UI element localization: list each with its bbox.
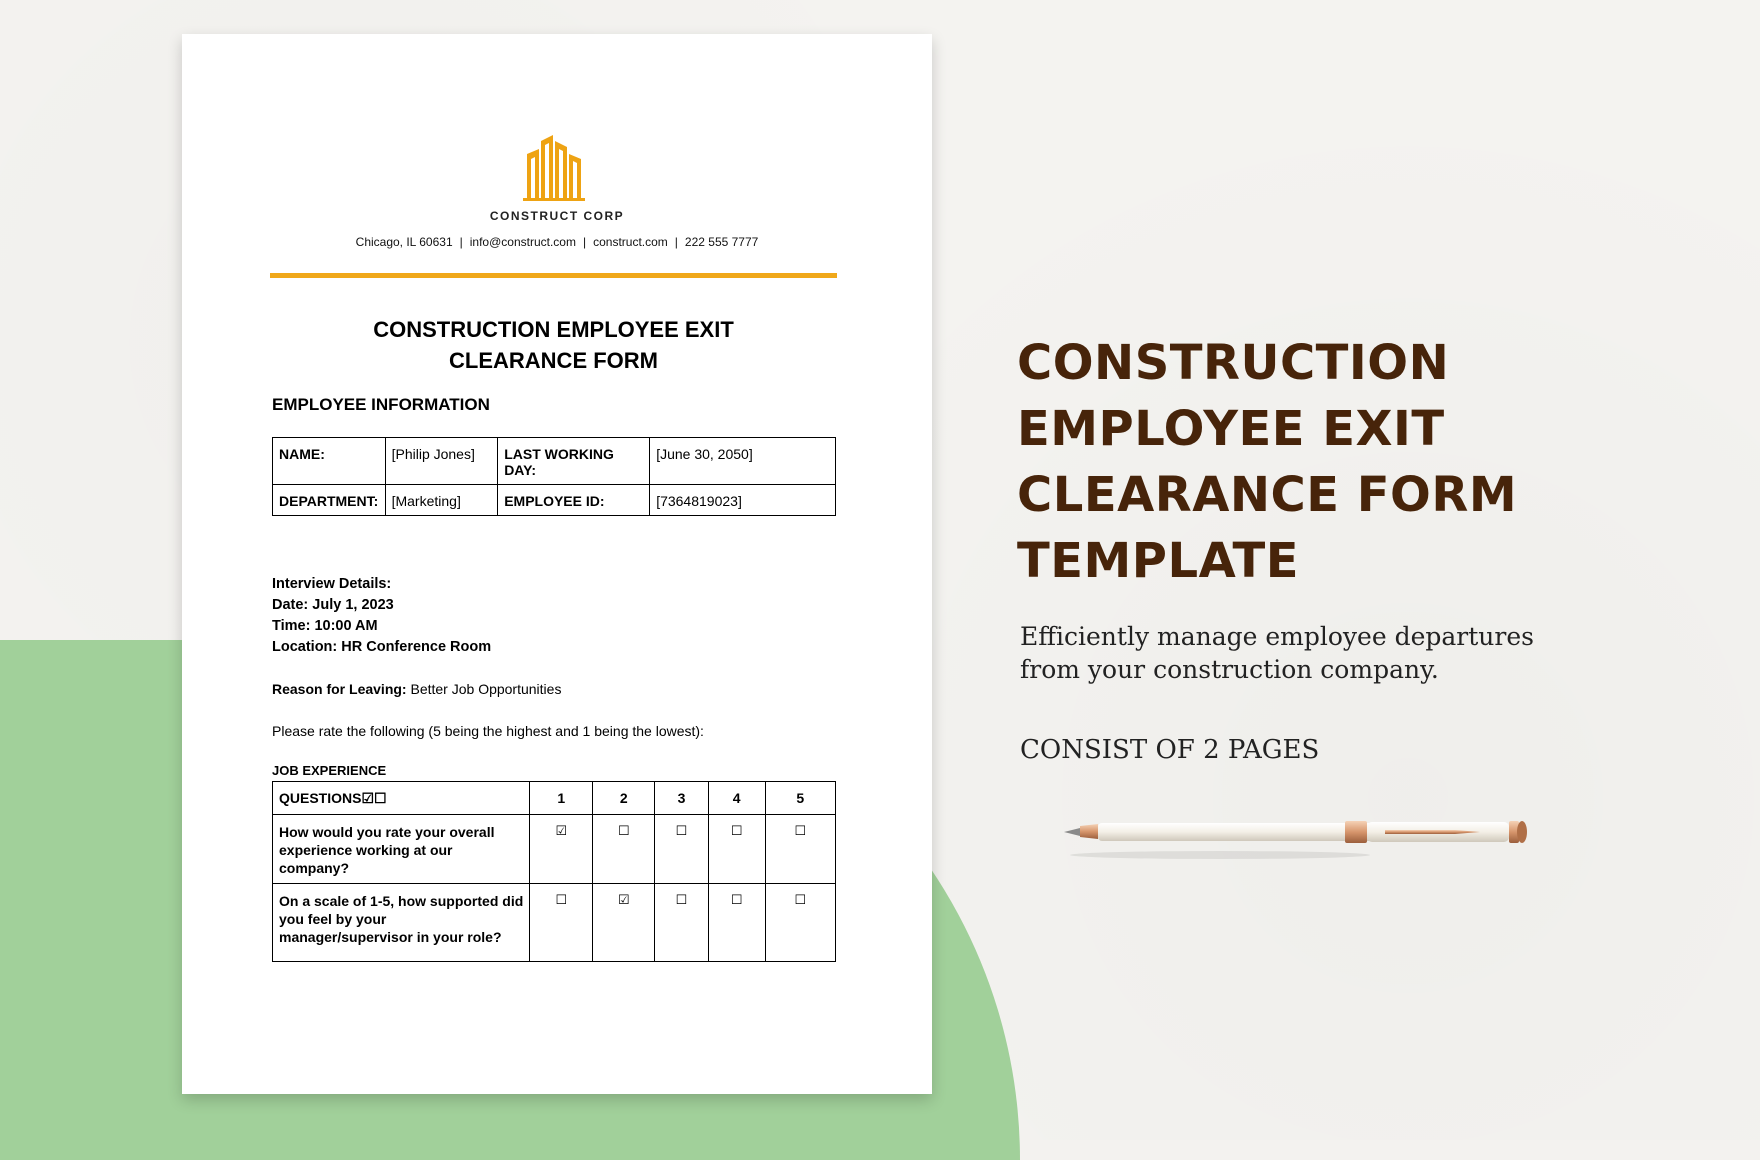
question-text: How would you rate your overall experience working at our company? <box>273 815 530 884</box>
contact-separator: | <box>459 235 463 249</box>
rating-checkbox[interactable]: ☐ <box>765 884 835 962</box>
department-label: DEPARTMENT: <box>273 485 386 516</box>
promo-title-line: CONSTRUCTION <box>1017 335 1450 391</box>
last-working-day-label: LAST WORKING DAY: <box>498 438 650 485</box>
employee-info-heading: EMPLOYEE INFORMATION <box>272 395 490 414</box>
employee-id-value[interactable]: [7364819023] <box>650 485 836 516</box>
scale-header-1: 1 <box>530 782 593 815</box>
form-title-line2: CLEARANCE FORM <box>449 348 658 373</box>
company-name: CONSTRUCT CORP <box>489 209 625 223</box>
table-row <box>273 884 836 962</box>
interview-details <box>272 574 491 658</box>
rating-checkbox[interactable]: ☐ <box>530 884 593 962</box>
name-value[interactable]: [Philip Jones] <box>385 438 498 485</box>
rating-checkbox[interactable]: ☐ <box>593 815 655 884</box>
rating-checkbox[interactable]: ☐ <box>708 884 765 962</box>
contact-website: construct.com <box>593 235 668 249</box>
header-rule <box>270 273 837 278</box>
interview-time: Time: 10:00 AM <box>272 618 378 634</box>
interview-date: Date: July 1, 2023 <box>272 597 394 613</box>
promo-pages-note: CONSIST OF 2 PAGES <box>1020 735 1320 765</box>
rating-checkbox[interactable]: ☑ <box>593 884 655 962</box>
job-experience-heading: JOB EXPERIENCE <box>272 763 387 778</box>
contact-line <box>182 235 932 249</box>
question-text: On a scale of 1-5, how supported did you feel by your manager/supervisor in your role? <box>273 884 530 962</box>
rating-table <box>272 781 836 962</box>
reason-label: Reason for Leaving: <box>272 681 407 697</box>
rating-checkbox[interactable]: ☐ <box>655 815 708 884</box>
rating-checkbox[interactable]: ☑ <box>530 815 593 884</box>
table-row <box>273 485 836 516</box>
form-page <box>182 34 932 1094</box>
reason-value: Better Job Opportunities <box>410 681 562 697</box>
form-title <box>270 314 837 376</box>
contact-phone: 222 555 7777 <box>684 235 759 249</box>
promo-title-line: TEMPLATE <box>1017 533 1300 589</box>
rating-header-row <box>273 782 836 815</box>
company-logo <box>182 129 932 209</box>
name-label: NAME: <box>273 438 386 485</box>
contact-separator: | <box>582 235 587 249</box>
scale-header-5: 5 <box>765 782 835 815</box>
interview-heading: Interview Details: <box>272 576 392 592</box>
table-row <box>273 438 836 485</box>
contact-email: info@construct.com <box>469 235 576 249</box>
rating-checkbox[interactable]: ☐ <box>708 815 765 884</box>
interview-location: Location: HR Conference Room <box>272 639 492 655</box>
rating-checkbox[interactable]: ☐ <box>655 884 708 962</box>
contact-address: Chicago, IL 60631 <box>355 235 453 249</box>
promo-title <box>1017 330 1517 594</box>
promo-title-line: EMPLOYEE EXIT <box>1017 401 1445 457</box>
promo-title-line: CLEARANCE FORM <box>1017 467 1518 523</box>
scale-header-3: 3 <box>655 782 708 815</box>
rating-instructions: Please rate the following (5 being the highest and 1 being the lowest): <box>272 723 704 739</box>
scale-header-4: 4 <box>708 782 765 815</box>
form-title-line1: CONSTRUCTION EMPLOYEE EXIT <box>373 317 734 342</box>
rating-checkbox[interactable]: ☐ <box>765 815 835 884</box>
reason-for-leaving <box>272 681 561 697</box>
employee-id-label: EMPLOYEE ID: <box>498 485 650 516</box>
table-row <box>273 815 836 884</box>
scale-header-2: 2 <box>593 782 655 815</box>
pen-icon <box>1060 815 1550 865</box>
employee-info-table <box>272 437 836 516</box>
building-logo-icon <box>517 129 597 209</box>
questions-header: QUESTIONS☑☐ <box>273 782 530 815</box>
contact-separator: | <box>674 235 678 249</box>
promo-description: Efficiently manage employee departures from your construction company. <box>1020 622 1534 684</box>
last-working-day-value[interactable]: [June 30, 2050] <box>650 438 836 485</box>
department-value[interactable]: [Marketing] <box>385 485 498 516</box>
